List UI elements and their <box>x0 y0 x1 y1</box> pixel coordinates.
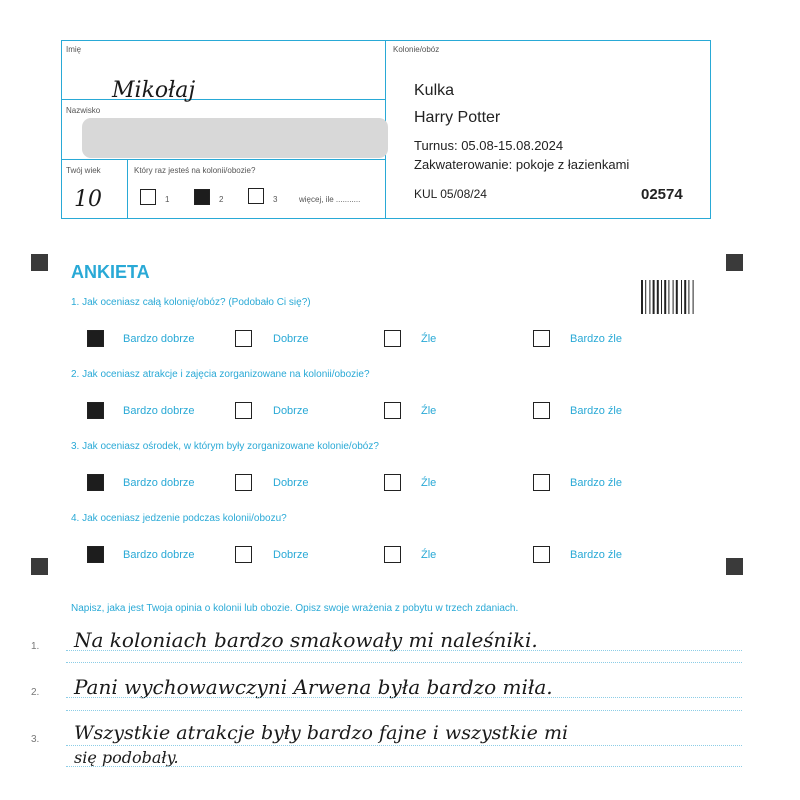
header-line <box>61 159 386 160</box>
barcode-icon <box>641 280 697 316</box>
question-3: 3. Jak oceniasz ośrodek, w którym były zorganizowane kolonie/obóz? <box>71 441 379 452</box>
redaction-bar <box>82 118 388 158</box>
answer-line-3-continued[interactable]: się podobały. <box>74 748 179 767</box>
q3-option-good[interactable] <box>235 474 252 491</box>
q4-option-good[interactable] <box>235 546 252 563</box>
times-label: Który raz jesteś na kolonii/obozie? <box>134 166 256 175</box>
accommodation-text: Zakwaterowanie: pokoje z łazienkami <box>414 157 630 172</box>
q2-option-label: Źle <box>421 405 437 417</box>
q1-option-label: Bardzo dobrze <box>123 333 195 345</box>
header-divider <box>127 159 128 219</box>
times-checkbox-3[interactable] <box>248 188 264 204</box>
q3-option-bad[interactable] <box>384 474 401 491</box>
q3-option-label: Źle <box>421 477 437 489</box>
answer-line-rule <box>66 710 742 711</box>
times-checkbox-1[interactable] <box>140 189 156 205</box>
q1-option-label: Źle <box>421 333 437 345</box>
q4-option-bad[interactable] <box>384 546 401 563</box>
camp-name: Kulka <box>414 82 455 99</box>
camp-label: Kolonie/obóz <box>393 45 440 54</box>
q2-option-very-good[interactable] <box>87 402 104 419</box>
q4-option-very-bad[interactable] <box>533 546 550 563</box>
answer-line-3[interactable]: Wszystkie atrakcje były bardzo fajne i wszystkie mi <box>74 722 569 744</box>
answer-line-2[interactable]: Pani wychowawczyni Arwena była bardzo miła. <box>74 675 553 699</box>
question-1: 1. Jak oceniasz całą kolonię/obóz? (Podobało Ci się?) <box>71 297 311 308</box>
answer-line-rule <box>66 745 742 746</box>
q2-option-bad[interactable] <box>384 402 401 419</box>
q4-option-label: Dobrze <box>273 549 309 561</box>
times-option-1: 1 <box>165 195 170 204</box>
registration-mark <box>726 558 743 575</box>
camp-theme: Harry Potter <box>414 109 501 126</box>
times-option-2: 2 <box>219 195 224 204</box>
q4-option-very-good[interactable] <box>87 546 104 563</box>
q3-option-label: Dobrze <box>273 477 309 489</box>
q1-option-very-good[interactable] <box>87 330 104 347</box>
survey-title: ANKIETA <box>71 262 150 282</box>
registration-mark <box>31 254 48 271</box>
camp-code: KUL 05/08/24 <box>414 187 487 201</box>
q2-option-very-bad[interactable] <box>533 402 550 419</box>
times-option-3: 3 <box>273 195 278 204</box>
answer-line-rule <box>66 766 742 767</box>
q2-option-label: Bardzo dobrze <box>123 405 195 417</box>
times-option-more: więcej, ile ........... <box>299 195 361 204</box>
header-line <box>61 99 386 100</box>
q1-option-bad[interactable] <box>384 330 401 347</box>
q3-option-label: Bardzo dobrze <box>123 477 195 489</box>
q1-option-good[interactable] <box>235 330 252 347</box>
q4-option-label: Źle <box>421 549 437 561</box>
answer-line-rule <box>66 650 742 651</box>
line-number-3: 3. <box>31 734 40 745</box>
question-2: 2. Jak oceniasz atrakcje i zajęcia zorganizowane na kolonii/obozie? <box>71 369 370 380</box>
turnus-text: Turnus: 05.08-15.08.2024 <box>414 138 564 153</box>
surname-label: Nazwisko <box>66 106 101 115</box>
q3-option-label: Bardzo źle <box>570 477 622 489</box>
q2-option-good[interactable] <box>235 402 252 419</box>
opinion-prompt: Napisz, jaka jest Twoja opinia o kolonii lub obozie. Opisz swoje wrażenia z pobytu w trzech zdaniach. <box>71 603 519 614</box>
registration-mark <box>31 558 48 575</box>
registration-mark <box>726 254 743 271</box>
times-checkbox-2[interactable] <box>194 189 210 205</box>
line-number-2: 2. <box>31 687 40 698</box>
question-4: 4. Jak oceniasz jedzenie podczas kolonii/obozu? <box>71 513 287 524</box>
q4-option-label: Bardzo źle <box>570 549 622 561</box>
q2-option-label: Bardzo źle <box>570 405 622 417</box>
q4-option-label: Bardzo dobrze <box>123 549 195 561</box>
form-number: 02574 <box>641 186 683 203</box>
name-label: Imię <box>66 45 82 54</box>
answer-line-rule <box>66 697 742 698</box>
q1-option-very-bad[interactable] <box>533 330 550 347</box>
q1-option-label: Dobrze <box>273 333 309 345</box>
q1-option-label: Bardzo źle <box>570 333 622 345</box>
q3-option-very-good[interactable] <box>87 474 104 491</box>
q2-option-label: Dobrze <box>273 405 309 417</box>
age-value[interactable]: 10 <box>74 187 102 212</box>
line-number-1: 1. <box>31 641 40 652</box>
q3-option-very-bad[interactable] <box>533 474 550 491</box>
age-label: Twój wiek <box>66 166 101 175</box>
answer-line-1[interactable]: Na koloniach bardzo smakowały mi naleśniki. <box>74 628 538 652</box>
name-value[interactable]: Mikołaj <box>112 78 196 103</box>
answer-line-rule <box>66 662 742 663</box>
